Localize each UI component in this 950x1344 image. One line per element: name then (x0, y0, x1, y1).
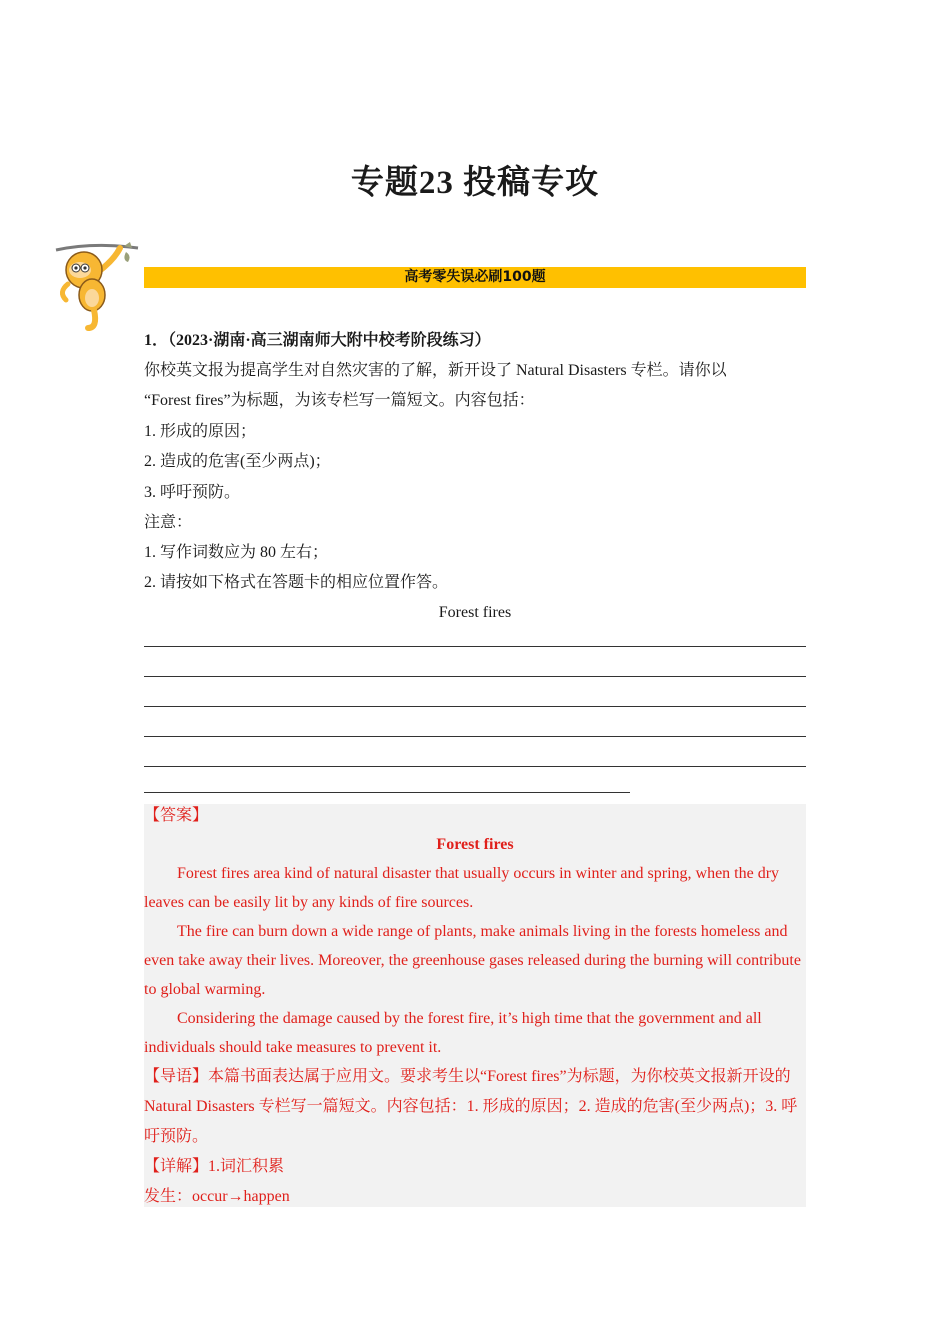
question-point-3: 3. 呼吁预防。 (144, 484, 241, 501)
question-point-1: 1. 形成的原因； (144, 423, 257, 440)
question-point-2: 2. 造成的危害(至少两点)； (144, 453, 331, 470)
answer-content (144, 801, 806, 1212)
section-banner: 高考零失误必刷100题 (144, 267, 806, 288)
note-label: 注意： (144, 514, 193, 531)
answer-line (144, 676, 806, 677)
answer-paragraph-3: Considering the damage caused by the forest fire, it’s high time that the government and all individuals should take measures to prevent it. (144, 1010, 762, 1056)
answer-title: Forest fires (436, 836, 514, 853)
page-title: 专题23 投稿专攻 (350, 165, 600, 201)
monkey-mascot-icon (54, 240, 142, 332)
question-header: 1．（2023·湖南·高三湖南师大附中校考阶段练习） (144, 332, 491, 349)
answer-line (144, 736, 806, 737)
note-1: 1. 写作词数应为 80 左右； (144, 544, 329, 561)
guide-text: 【导语】本篇书面表达属于应用文。要求考生以“Forest fires”为标题，为你校英文报新开设的 Natural Disasters 专栏写一篇短文。内容包括：1. 形成的原因；2. 造成的危害(至少两点)；3. 呼吁预防。 (144, 1068, 798, 1145)
answer-label: 【答案】 (144, 807, 209, 824)
answer-paragraph-1: Forest fires area kind of natural disaster that usually occurs in winter and spring, when the dry leaves can be easily lit by any kinds of fire sources. (144, 865, 780, 911)
note-2: 2. 请按如下格式在答题卡的相应位置作答。 (144, 574, 449, 591)
answer-line (144, 706, 806, 707)
detail-heading: 【详解】1.词汇积累 (144, 1158, 285, 1175)
answer-line (144, 646, 806, 647)
question-intro-line-1: 你校英文报为提高学生对自然灾害的了解，新开设了 Natural Disasters 专栏。请你以 (144, 362, 727, 379)
answer-line (144, 792, 630, 793)
question-intro-line-2: “Forest fires”为标题，为该专栏写一篇短文。内容包括： (144, 392, 535, 409)
vocab-item: 发生：occur→happen (144, 1188, 290, 1205)
answer-paragraph-2: The fire can burn down a wide range of plants, make animals living in the forests homeless and even take away their lives. Moreover, the greenhouse gases released during the burning will contribute to global warming. (144, 923, 801, 998)
essay-title: Forest fires (438, 604, 512, 621)
answer-line (144, 766, 806, 767)
